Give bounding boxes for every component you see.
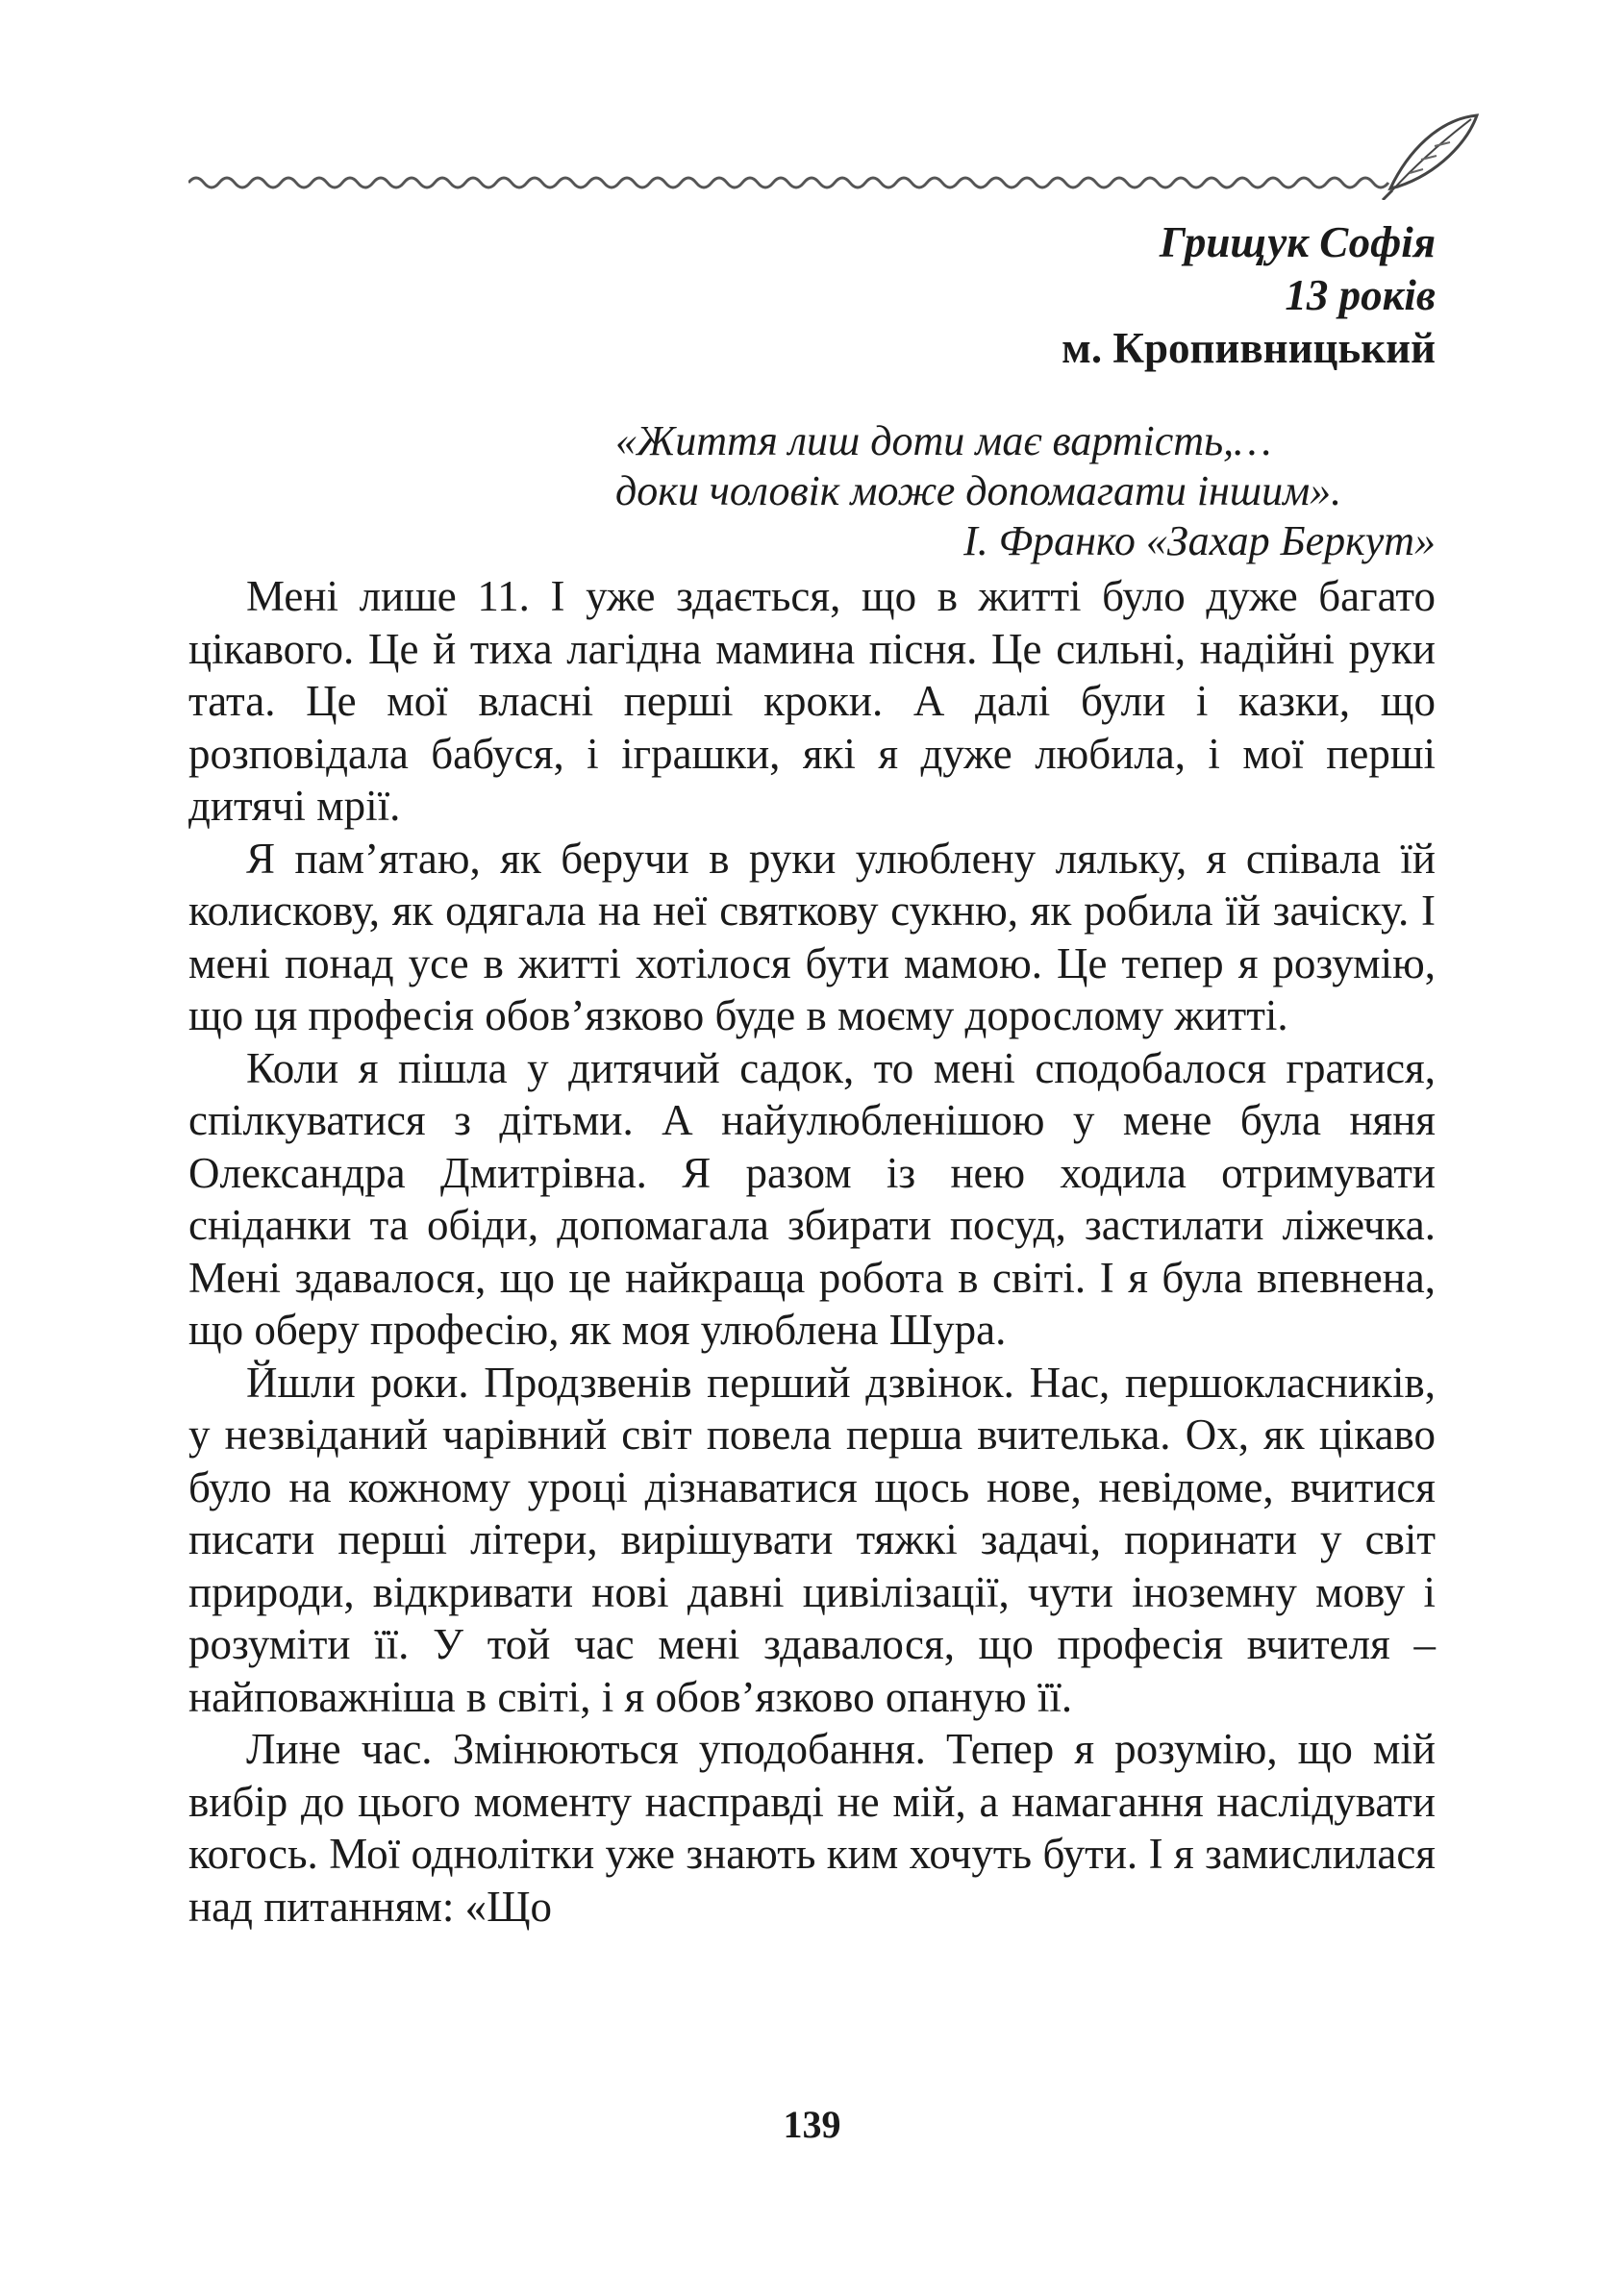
author-block [666, 216, 1436, 375]
paragraph: Йшли роки. Продзвенів перший дзвінок. Нас, першокласників, у незвіданий чарівний світ повела перша вчителька. Ох, як цікаво було на кожному уроці дізнаватися щось нове, невідоме, вчитися писати перші літери, вирішувати тяжкі задачі, поринати у світ природи, відкривати нові давні цивілізації, чути іноземну мову і розуміти її. У той час мені здавалося, що професія вчителя – найповажніша в світі, і я обов’язково опаную її. [188, 1358, 1436, 1721]
paragraph: Я пам’ятаю, як беручи в руки улюблену ляльку, я співала їй колискову, як одягала на неї святкову сукню, як робила їй зачіску. І мені понад усе в житті хотілося бути мамою. Це тепер я розумію, що ця професія обов’язково буде в моєму дорослому житті. [188, 834, 1436, 1039]
author-city: м. Кропивницький [1062, 324, 1436, 372]
wavy-line [188, 178, 1388, 187]
quill-icon [1383, 115, 1477, 200]
paragraph: Мені лише 11. І уже здається, що в житті було дуже багато цікавого. Це й тиха лагідна мамина пісня. Це сильні, надійні руки тата. Це мої власні перші кроки. А далі були і казки, що розповідала бабуся, і іграшки, які я дуже любила, і мої перші дитячі мрії. [188, 572, 1436, 830]
author-age: 13 років [1285, 271, 1436, 319]
epigraph-line-1: «Життя лиш доти має вартість,… [615, 417, 1272, 464]
paragraph: Лине час. Змінюються уподобання. Тепер я розумію, що мій вибір до цього моменту насправді не мій, а намагання наслідувати когось. Мої однолітки уже знають ким хочуть бути. І я замислилася над питанням: «Що [188, 1725, 1436, 1931]
header-ornament [188, 113, 1482, 200]
author-name: Грищук Софія [1159, 218, 1436, 266]
epigraph-source: І. Франко «Захар Беркут» [963, 517, 1436, 564]
essay-body [188, 570, 1436, 1933]
page-number: 139 [783, 2103, 841, 2146]
paragraph: Коли я пішла у дитячий садок, то мені сподобалося гратися, спілкуватися з дітьми. А найулюбленішою у мене була няня Олександра Дмитрівна. Я разом із нею ходила отримувати сніданки та обіди, допомагала збирати посуд, застилати ліжечка. Мені здавалося, що це найкраща робота в світі. І я була впевнена, що оберу професію, як моя улюблена Шура. [188, 1043, 1436, 1354]
epigraph [615, 416, 1436, 566]
epigraph-line-2: доки чоловік може допомагати іншим». [615, 467, 1342, 514]
